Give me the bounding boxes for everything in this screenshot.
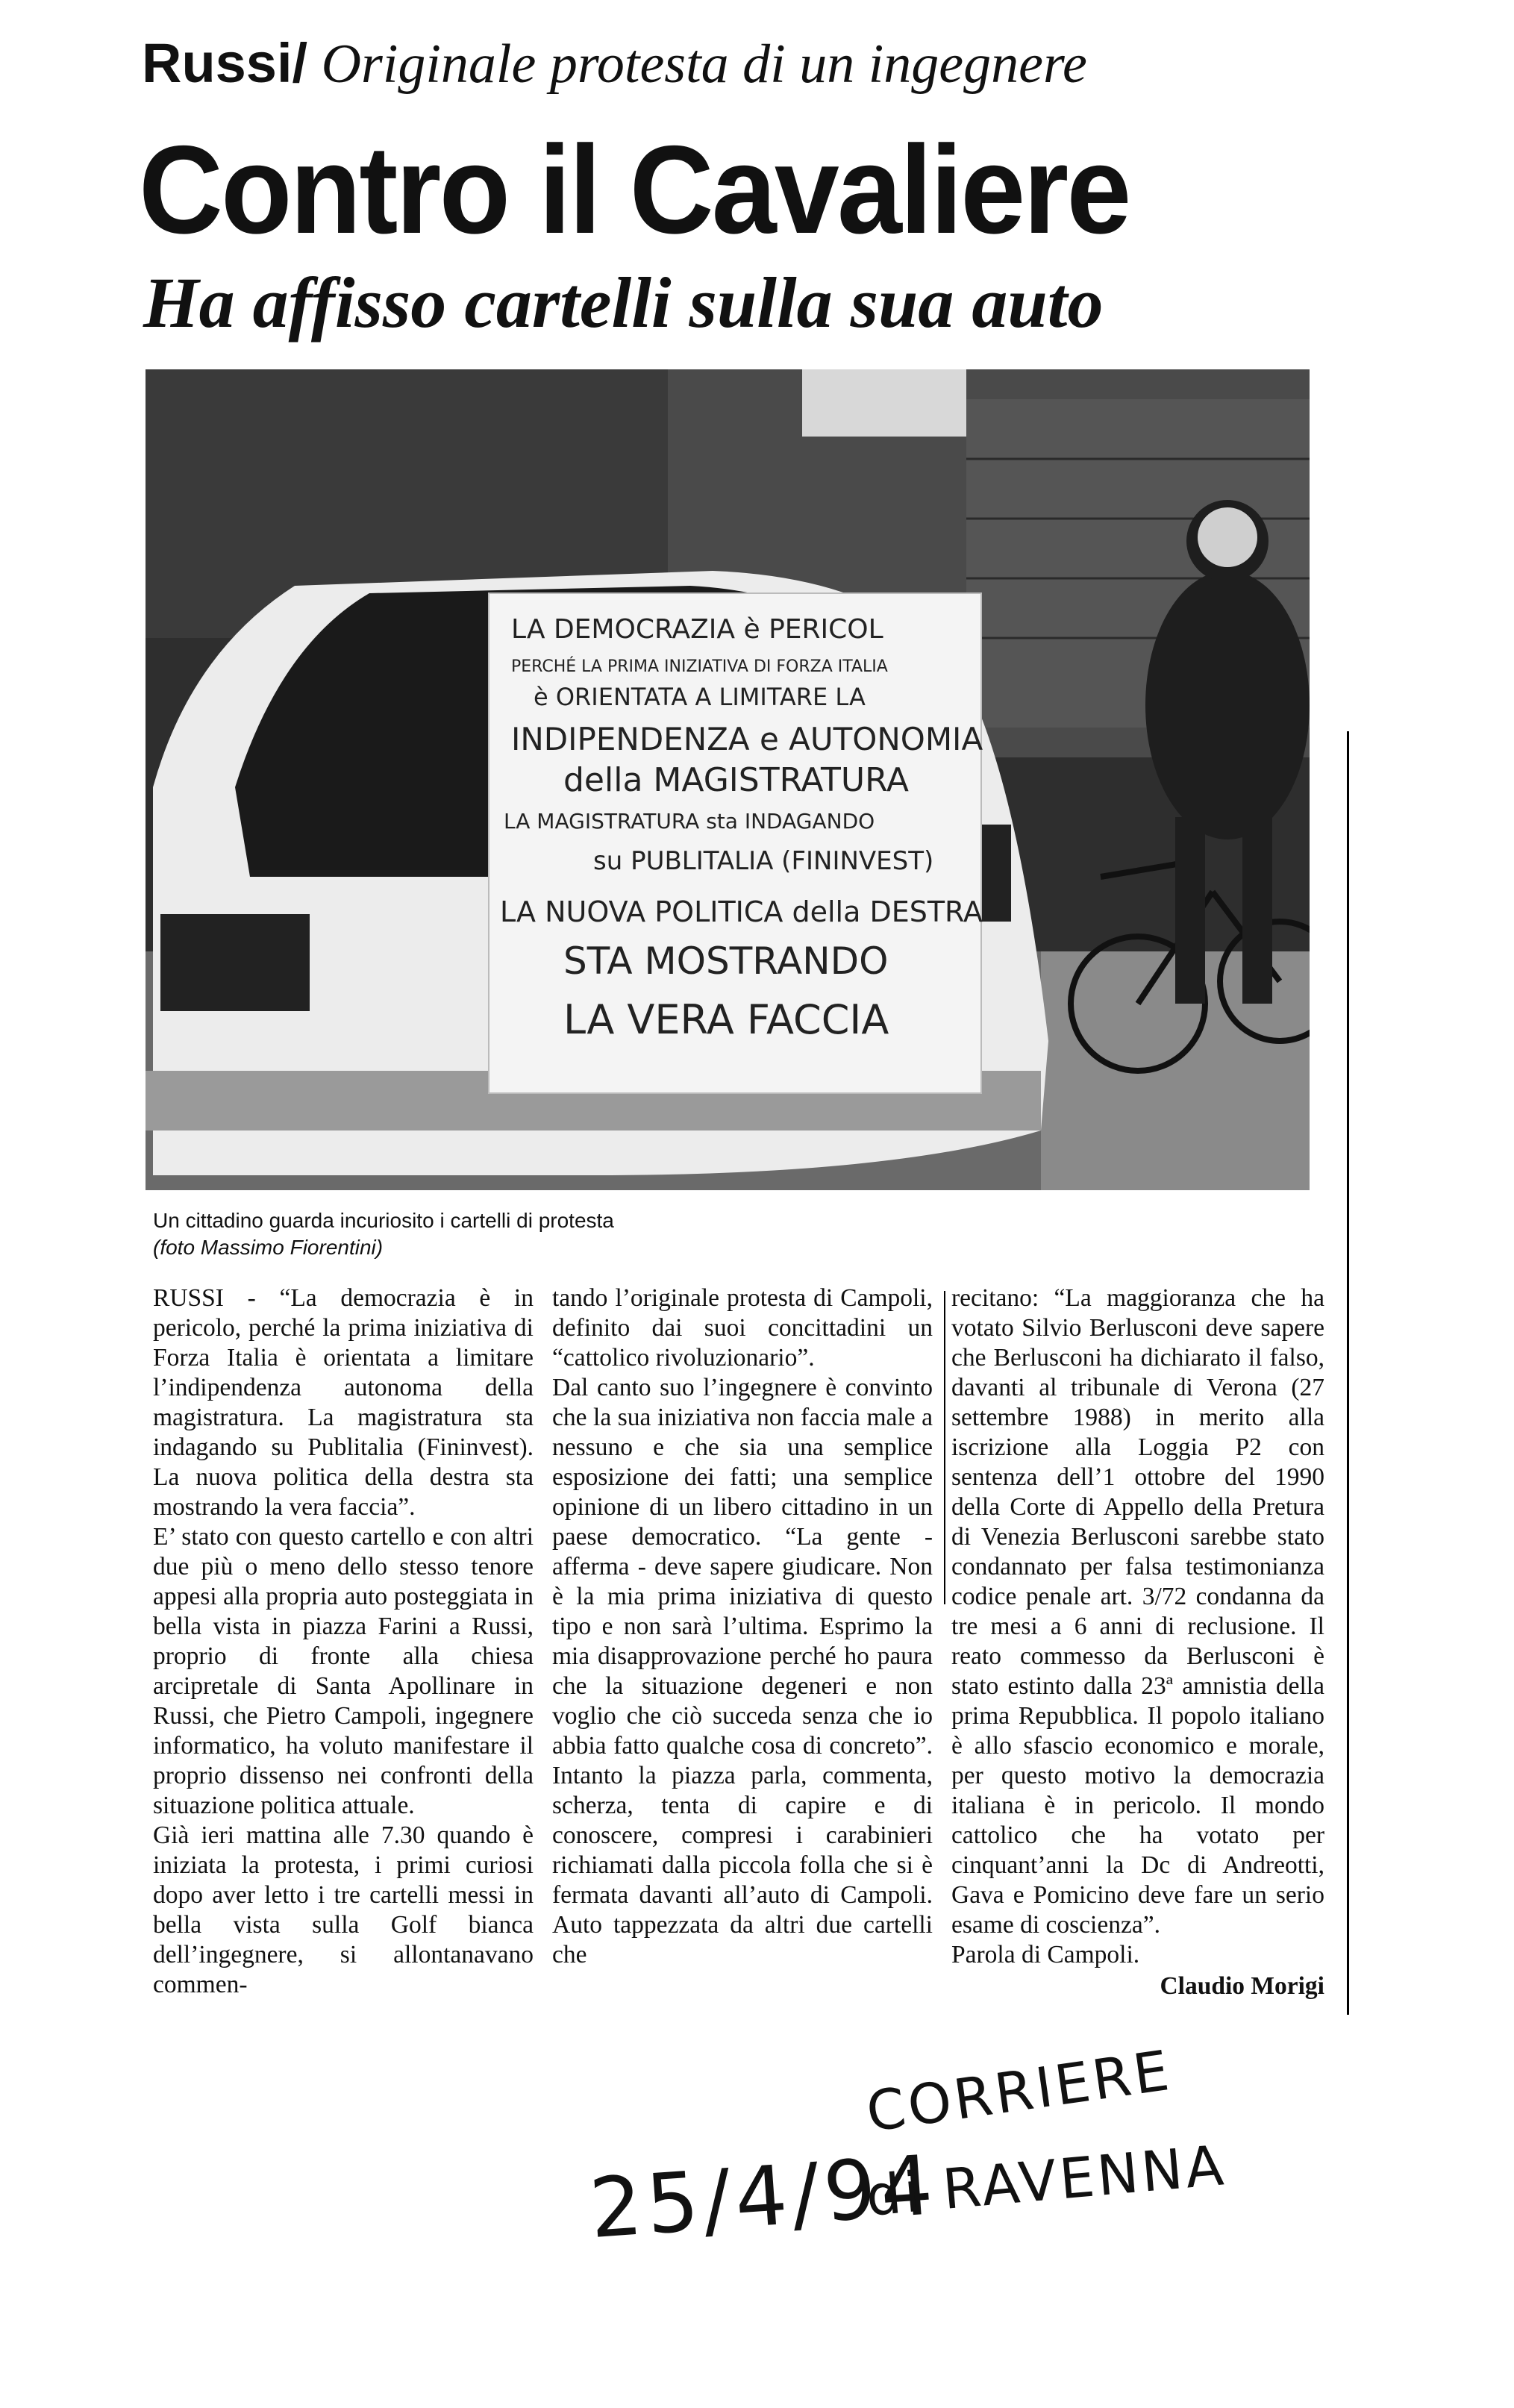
byline: Claudio Morigi	[1160, 1972, 1324, 2000]
paragraph: recitano: “La maggioranza che ha votato Silvio Berlusconi deve sapere che Berlusconi ha dichiarato il falso, davanti al tribunale di Verona (27 settembre 1988) in merito alla iscrizione alla Loggia P2 con sentenza dell’1 ottobre del 1990 della Corte di Appello della Pretura di Venezia Berlusconi sarebbe stato condannato per falsa testimonianza codice penale art. 3/72 condanna da tre mesi a 6 anni di reclusione. Il reato commesso da Berlusconi è stato estinto dalla 23ª amnistia della prima Repubblica. Il popolo italiano è allo sfascio economico e morale, per questo motivo la democrazia italiana è in pericolo. Il mondo cattolico che ha votato per cinquant’anni la Dc di Andreotti, Gava e Pomicino deve fare un serio esame di coscienza”.	[951, 1284, 1324, 1939]
sign-line-1: LA DEMOCRAZIA è PERICOL	[511, 614, 883, 645]
sign-line-3: è ORIENTATA A LIMITARE LA	[534, 683, 866, 711]
kicker-place: Russi/	[142, 32, 308, 94]
paragraph: E’ stato con questo cartello e con altri due più o meno dello stesso tenore appesi alla propria auto posteggiata in bella vista in piazza Farini a Russi, proprio di fronte alla chiesa arcipretale di Santa Apollinare in Russi, che Pietro Campoli, ingegnere informatico, ha voluto manifestare il proprio dissenso nei confronti della situazione politica attuale.	[153, 1523, 534, 1819]
sign-line-9: STA MOSTRANDO	[563, 939, 889, 983]
kicker-text: Originale protesta di un ingegnere	[321, 34, 1087, 95]
column-rule-mid	[944, 1291, 945, 1604]
sign-line-5: della MAGISTRATURA	[563, 761, 910, 799]
paragraph: RUSSI - “La democrazia è in pericolo, perché la prima iniziativa di Forza Italia è orientata a limitare l’indipendenza autonoma della magistratura. La magistratura sta indagando su Publitalia (Fininvest). La nuova politica della destra sta mostrando la vera faccia”.	[153, 1284, 534, 1521]
sign-line-10: LA VERA FACCIA	[563, 996, 889, 1043]
photo-scene	[146, 369, 1310, 1190]
paragraph: Già ieri mattina alle 7.30 quando è iniziata la protesta, i primi curiosi dopo aver letto i tre cartelli messi in bella vista sulla Golf bianca dell’ingegnere, si allontanavano commen-	[153, 1821, 534, 1998]
handwritten-date: 25/4/94	[586, 2136, 940, 2257]
news-photo	[146, 369, 1310, 1190]
column-1	[153, 1283, 534, 2000]
column-2	[552, 1283, 933, 1970]
paragraph: Parola di Campoli.	[951, 1941, 1140, 1968]
column-3	[951, 1283, 1324, 2001]
headline: Contro il Cavaliere	[139, 119, 1130, 260]
handwritten-source-line-1: CORRIERE	[863, 2038, 1176, 2145]
paragraph: Dal canto suo l’ingegnere è convinto che la sua iniziativa non faccia male a nessuno e che sia una semplice esposizione dei fatti; una semplice opinione di un libero cittadino in un paese democratico. “La gente - afferma - deve sapere giudicare. Non è la mia prima iniziativa di questo tipo e non sarà l’ultima. Esprimo la mia disapprovazione perché ho paura che la situazione degeneri e non voglio che ciò succeda senza che io abbia fatto qualche cosa di concreto”. Intanto la piazza parla, commenta, scherza, tenta di capire e di conoscere, compresi i carabinieri richiamati dalla piccola folla che si è fermata davanti all’auto di Campoli. Auto tappezzata da altri due cartelli che	[552, 1374, 933, 1968]
sign-line-8: LA NUOVA POLITICA della DESTRA	[500, 895, 983, 928]
photo-credit: (foto Massimo Fiorentini)	[153, 1236, 384, 1259]
caption-text: Un cittadino guarda incuriosito i cartelli di protesta	[153, 1209, 614, 1232]
sign-line-6: LA MAGISTRATURA sta INDAGANDO	[504, 809, 875, 834]
paragraph: tando l’originale protesta di Campoli, definito dai suoi concittadini un “cattolico rivoluzionario”.	[552, 1284, 933, 1372]
handwritten-source-line-2: di RAVENNA	[863, 2133, 1229, 2229]
photo-caption	[153, 1207, 614, 1261]
column-rule-right	[1347, 731, 1349, 2015]
sign-line-2: PERCHÉ LA PRIMA INIZIATIVA DI FORZA ITALIA	[511, 657, 888, 676]
kicker	[142, 31, 1087, 96]
sign-line-4: INDIPENDENZA e AUTONOMIA	[511, 721, 983, 757]
sign-line-7: su PUBLITALIA (FININVEST)	[593, 846, 934, 876]
deck: Ha affisso cartelli sulla sua auto	[143, 263, 1104, 343]
